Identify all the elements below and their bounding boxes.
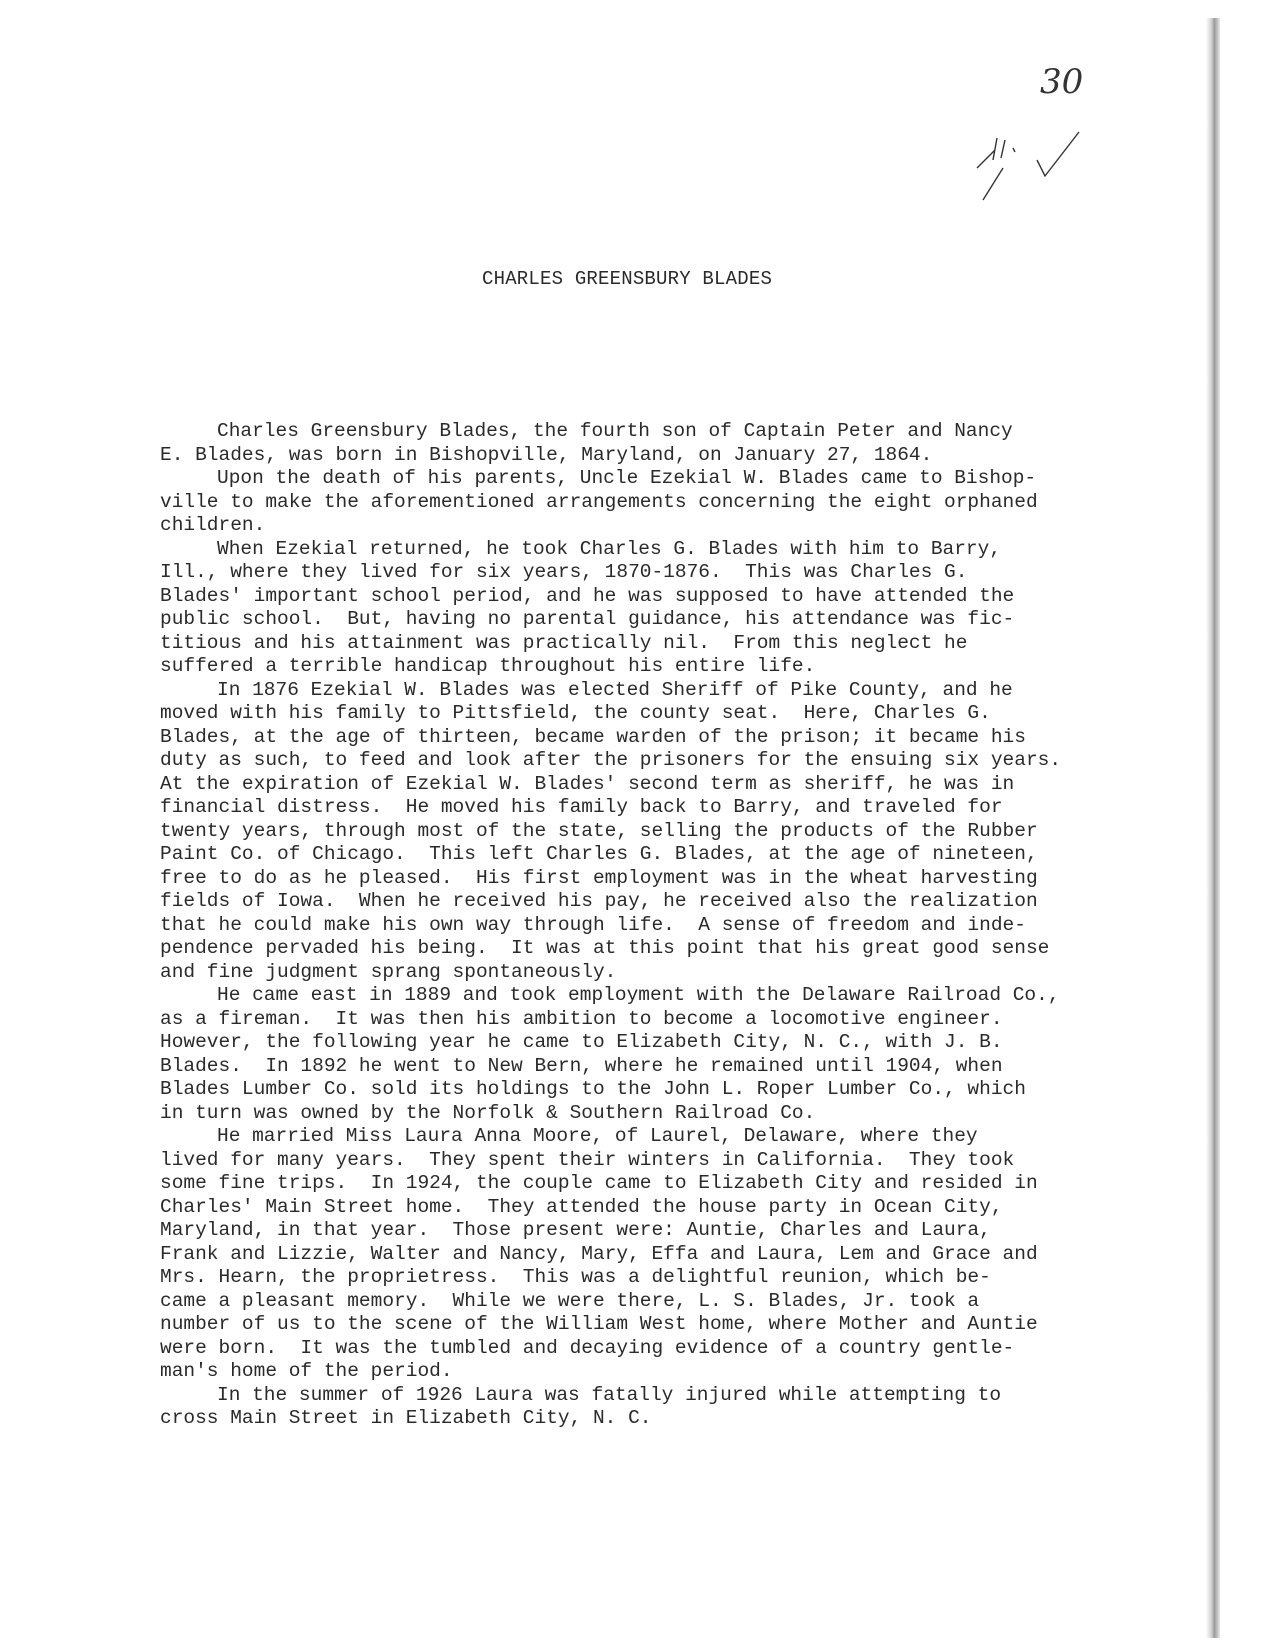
text-line: ville to make the aforementioned arrangements concerning the eight orphaned bbox=[160, 490, 1038, 513]
text-line: Mrs. Hearn, the proprietress. This was a delightful reunion, which be- bbox=[160, 1266, 991, 1288]
text-line: duty as such, to feed and look after the prisoners for the ensuing six years. bbox=[160, 749, 1062, 771]
text-line: pendence pervaded his being. It was at this point that his great good sense bbox=[160, 937, 1050, 959]
text-line: titious and his attainment was practically nil. From this neglect he bbox=[160, 631, 968, 654]
text-line: were born. It was the tumbled and decaying evidence of a country gentle- bbox=[160, 1336, 1015, 1359]
text-line: children. bbox=[160, 514, 266, 536]
text-line: Ill., where they lived for six years, 1870-1876. This was Charles G. bbox=[160, 561, 968, 583]
text-line: and fine judgment sprang spontaneously. bbox=[160, 960, 617, 983]
text-line: came a pleasant memory. While we were there, L. S. Blades, Jr. took a bbox=[160, 1289, 980, 1312]
text-line: Frank and Lizzie, Walter and Nancy, Mary, Effa and Laura, Lem and Grace and bbox=[160, 1242, 1038, 1265]
text-line: lived for many years. They spent their winters in California. They took bbox=[160, 1148, 1015, 1171]
text-line: In 1876 Ezekial W. Blades was elected Sheriff of Pike County, and he bbox=[217, 678, 1013, 701]
text-line: Maryland, in that year. Those present were: Auntie, Charles and Laura, bbox=[160, 1219, 991, 1241]
text-line: in turn was owned by the Norfolk & Southern Railroad Co. bbox=[160, 1101, 816, 1124]
text-line: He came east in 1889 and took employment with the Delaware Railroad Co., bbox=[217, 984, 1060, 1006]
page-title: CHARLES GREENSBURY BLADES bbox=[482, 268, 773, 290]
text-line: Blades Lumber Co. sold its holdings to the John L. Roper Lumber Co., which bbox=[160, 1078, 1026, 1100]
text-line: financial distress. He moved his family back to Barry, and traveled for bbox=[160, 796, 1003, 818]
text-line: In the summer of 1926 Laura was fatally injured while attempting to bbox=[217, 1383, 1002, 1406]
text-line: some fine trips. In 1924, the couple came to Elizabeth City and resided in bbox=[160, 1172, 1038, 1194]
text-line: suffered a terrible handicap throughout his entire life. bbox=[160, 655, 816, 677]
handwritten-page-number: 30 bbox=[1040, 62, 1084, 102]
scan-page-edge bbox=[1206, 18, 1220, 1638]
text-line: Charles Greensbury Blades, the fourth son of Captain Peter and Nancy bbox=[217, 420, 1013, 442]
text-line: When Ezekial returned, he took Charles G. Blades with him to Barry, bbox=[217, 537, 1002, 560]
document-body bbox=[160, 420, 1120, 1431]
text-line: Blades, at the age of thirteen, became warden of the prison; it became his bbox=[160, 725, 1026, 748]
text-line: man's home of the period. bbox=[160, 1360, 453, 1382]
text-line: cross Main Street in Elizabeth City, N. C. bbox=[160, 1407, 652, 1429]
text-line: that he could make his own way through life. A sense of freedom and inde- bbox=[160, 913, 1026, 936]
text-line: Blades' important school period, and he was supposed to have attended the bbox=[160, 584, 1015, 607]
text-line: as a fireman. It was then his ambition to become a locomotive engineer. bbox=[160, 1007, 1003, 1030]
text-line: Upon the death of his parents, Uncle Ezekial W. Blades came to Bishop- bbox=[217, 467, 1037, 489]
text-line: E. Blades, was born in Bishopville, Maryland, on January 27, 1864. bbox=[160, 443, 933, 466]
text-line: number of us to the scene of the William West home, where Mother and Auntie bbox=[160, 1313, 1038, 1335]
handwritten-check-marks bbox=[975, 130, 1085, 210]
text-line: public school. But, having no parental guidance, his attendance was fic- bbox=[160, 608, 1015, 630]
text-line: Charles' Main Street home. They attended the house party in Ocean City, bbox=[160, 1195, 1003, 1218]
text-line: Paint Co. of Chicago. This left Charles G. Blades, at the age of nineteen, bbox=[160, 843, 1038, 865]
text-line: fields of Iowa. When he received his pay, he received also the realization bbox=[160, 890, 1038, 912]
text-line: He married Miss Laura Anna Moore, of Laurel, Delaware, where they bbox=[217, 1125, 978, 1147]
text-line: free to do as he pleased. His first employment was in the wheat harvesting bbox=[160, 866, 1038, 889]
text-line: Blades. In 1892 he went to New Bern, where he remained until 1904, when bbox=[160, 1054, 1003, 1077]
text-line: moved with his family to Pittsfield, the county seat. Here, Charles G. bbox=[160, 702, 991, 724]
text-line: However, the following year he came to Elizabeth City, N. C., with J. B. bbox=[160, 1031, 1003, 1053]
text-line: At the expiration of Ezekial W. Blades' second term as sheriff, he was in bbox=[160, 772, 1015, 795]
text-line: twenty years, through most of the state, selling the products of the Rubber bbox=[160, 819, 1038, 842]
